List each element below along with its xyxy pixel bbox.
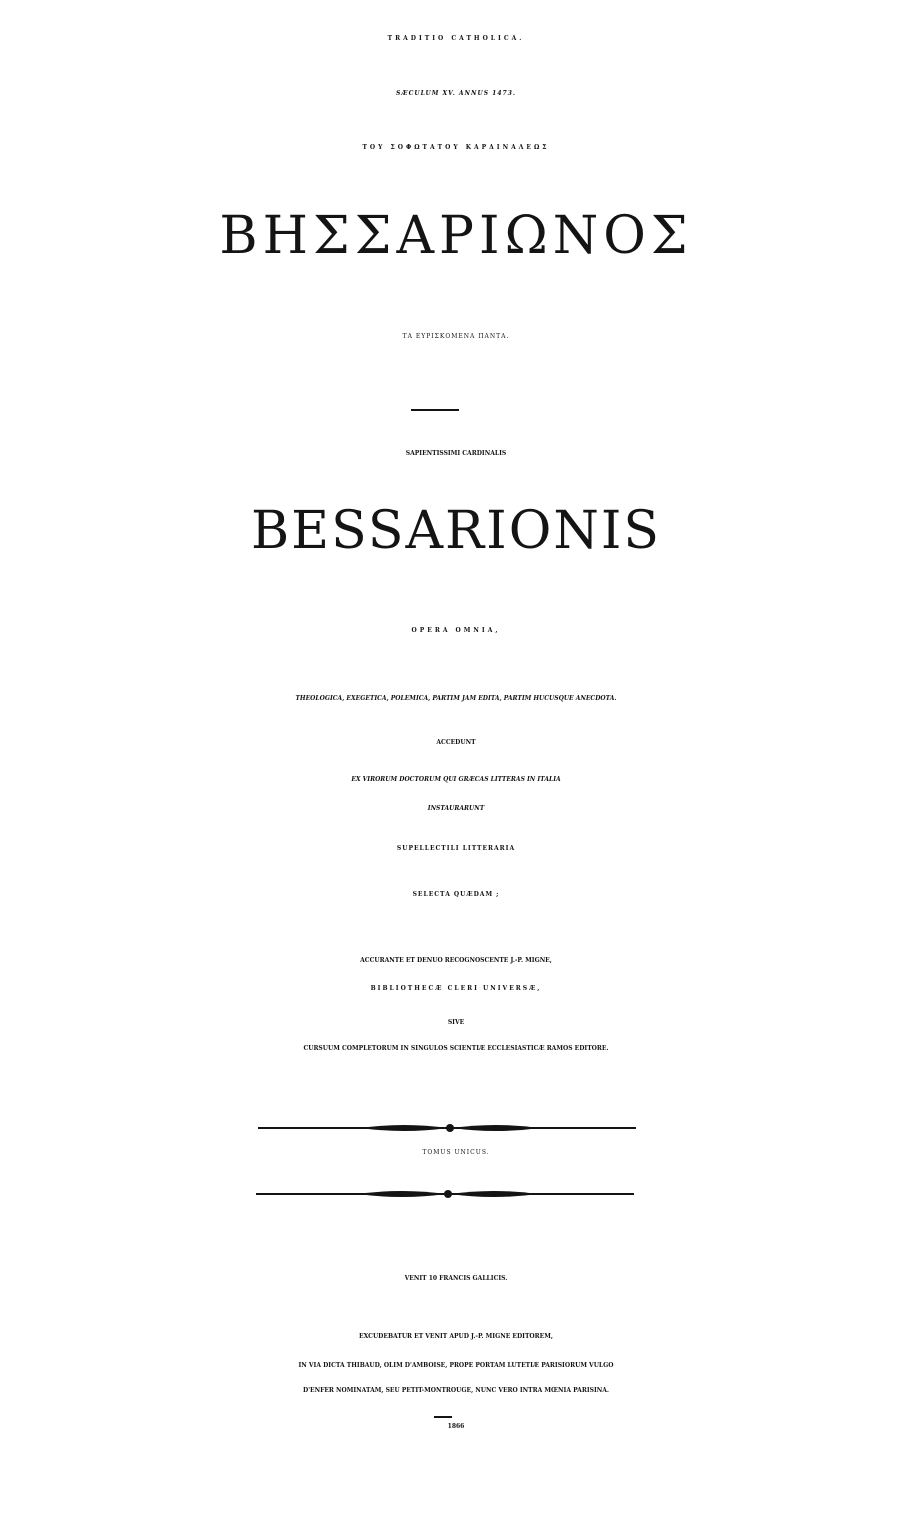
bibliotheca-line: BIBLIOTHECÆ CLERI UNIVERSÆ, <box>370 985 542 992</box>
imprint-line-3: D'ENFER NOMINATAM, SEU PETIT-MONTROUGE, NUNC VERO INTRA MŒNIA PARISINA. <box>302 1387 609 1394</box>
ornamental-rule-top <box>0 1121 912 1135</box>
editor-line: ACCURANTE ET DENUO RECOGNOSCENTE J.-P. MIGNE, <box>360 957 552 964</box>
publication-year: 1866 <box>447 1423 465 1430</box>
latin-works-title: OPERA OMNIA, <box>411 627 501 634</box>
latin-author-name: BESSARIONIS <box>250 501 662 561</box>
accedunt-label: ACCEDUNT <box>436 739 476 746</box>
supellectili-line: SUPELLECTILI LITTERARIA <box>396 845 516 852</box>
supplement-line-2: INSTAURARUNT <box>427 805 485 812</box>
greek-subtitle: ΤΟΥ ΣΟΦΩΤΑΤΟΥ ΚΑΡΔΙΝΑΛΕΩΣ <box>362 144 550 151</box>
ornamental-rule-bottom <box>0 1187 912 1201</box>
series-title: TRADITIO CATHOLICA. <box>387 35 525 42</box>
divider-tiny <box>434 1416 452 1418</box>
price-line: VENIT 10 FRANCIS GALLICIS. <box>404 1275 508 1282</box>
supplement-line-1: EX VIRORUM DOCTORUM QUI GRÆCAS LITTERAS IN ITALIA <box>351 776 561 783</box>
sive-label: SIVE <box>447 1019 465 1026</box>
selecta-line: SELECTA QUÆDAM ; <box>412 891 500 898</box>
divider-short <box>411 409 459 411</box>
volume-label: TOMUS UNICUS. <box>422 1149 490 1156</box>
greek-author-name: ΒΗΣΣΑΡΙΩΝΟΣ <box>219 206 693 266</box>
greek-works-title: ΤΑ ΕΥΡΙΣΚΟΜΕΝΑ ΠΑΝΤΑ. <box>402 333 510 340</box>
latin-subtitle: SAPIENTISSIMI CARDINALIS <box>405 450 507 457</box>
century-year: SÆCULUM XV. ANNUS 1473. <box>396 90 516 97</box>
cursuum-line: CURSUUM COMPLETORUM IN SINGULOS SCIENTIÆ ECCLESIASTICÆ RAMOS EDITORE. <box>303 1045 609 1052</box>
imprint-line-1: EXCUDEBATUR ET VENIT APUD J.-P. MIGNE EDITOREM, <box>359 1333 553 1340</box>
imprint-line-2: IN VIA DICTA THIBAUD, OLIM D'AMBOISE, PROPE PORTAM LUTETIÆ PARISIORUM VULGO <box>298 1362 614 1369</box>
works-description: THEOLOGICA, EXEGETICA, POLEMICA, PARTIM JAM EDITA, PARTIM HUCUSQUE ANECDOTA. <box>295 695 617 702</box>
